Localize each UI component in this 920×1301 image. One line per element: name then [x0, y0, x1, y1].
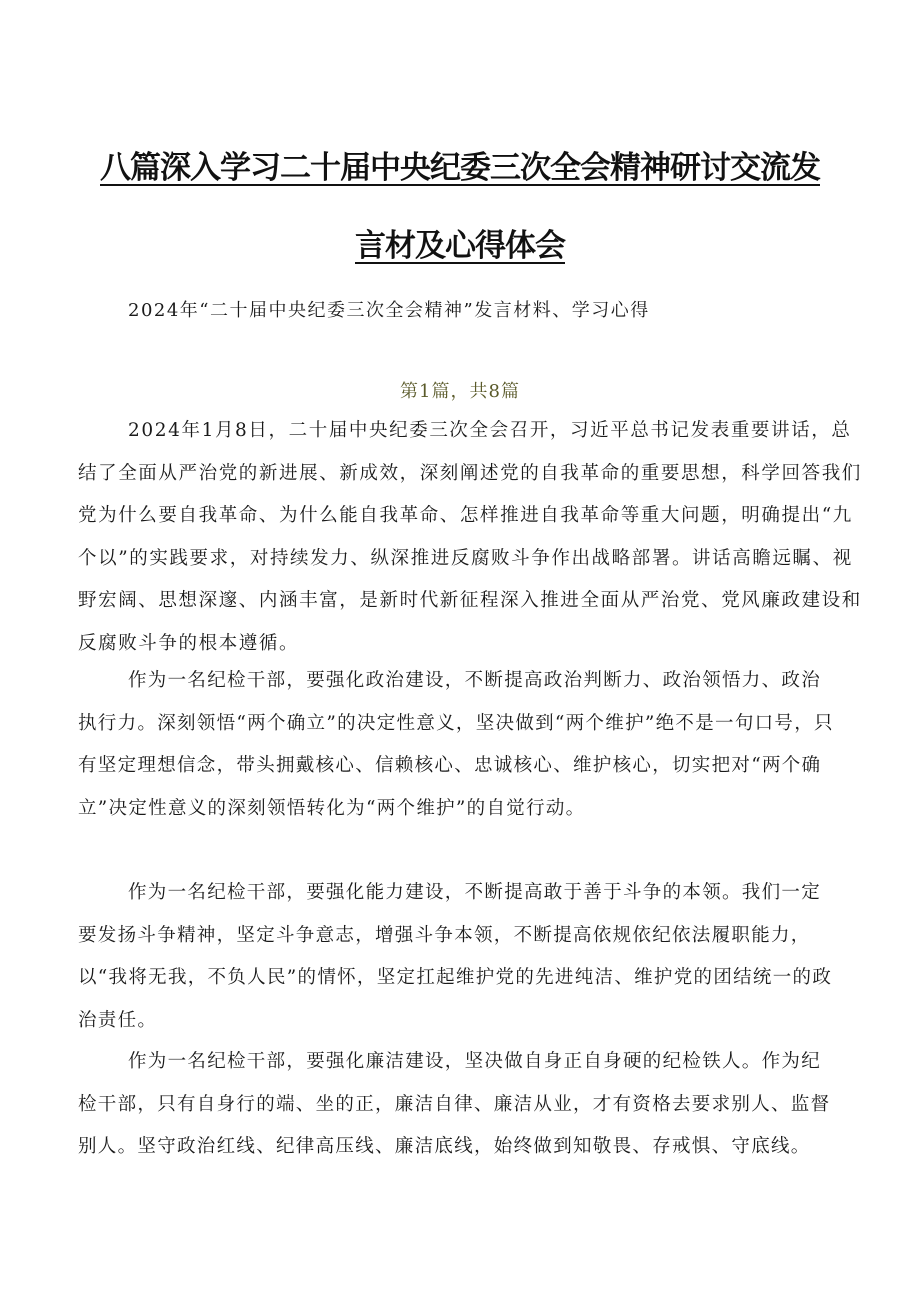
document-title-line-2: 言材及心得体会: [355, 228, 565, 264]
document-subtitle: 2024年“二十届中央纪委三次全会精神”发言材料、学习心得: [128, 300, 650, 321]
body-paragraph: 2024年1月8日，二十届中央纪委三次全会召开，习近平总书记发表重要讲话，总结了全面从严治党的新进展、新成效，深刻阐述党的自我革命的重要思想，科学回答我们党为什么要自我革命、为什么能自我革命、怎样推进自我革命等重大问题，明确提出“九个以”的实践要求，对持续发力、纵深推进反腐败斗争作出战略部署。讲话高瞻远瞩、视野宏阔、思想深邃、内涵丰富，是新时代新征程深入推进全面从严治党、党风廉政建设和反腐败斗争的根本遵循。: [78, 420, 862, 654]
document-title-line-1: 八篇深入学习二十届中央纪委三次全会精神研讨交流发: [100, 150, 820, 186]
part-label: 第1篇，共8篇: [400, 381, 520, 402]
body-paragraph: 作为一名纪检干部，要强化廉洁建设，坚决做自身正自身硬的纪检铁人。作为纪检干部，只有自身行的端、坐的正，廉洁自律、廉洁从业，才有资格去要求别人、监督别人。坚守政治红线、纪律高压线、廉洁底线，始终做到知敬畏、存戒惧、守底线。: [78, 1051, 831, 1157]
body-paragraph: 作为一名纪检干部，要强化能力建设，不断提高敢于善于斗争的本领。我们一定要发扬斗争精神，坚定斗争意志，增强斗争本领，不断提高依规依纪依法履职能力，以“我将无我，不负人民”的情怀，坚定扛起维护党的先进纯洁、维护党的团结统一的政治责任。: [78, 882, 833, 1031]
body-paragraph: 作为一名纪检干部，要强化政治建设，不断提高政治判断力、政治领悟力、政治执行力。深刻领悟“两个确立”的决定性意义，坚决做到“两个维护”绝不是一句口号，只有坚定理想信念，带头拥戴核心、信赖核心、忠诚核心、维护核心，切实把对“两个确立”决定性意义的深刻领悟转化为“两个维护”的自觉行动。: [78, 670, 834, 819]
